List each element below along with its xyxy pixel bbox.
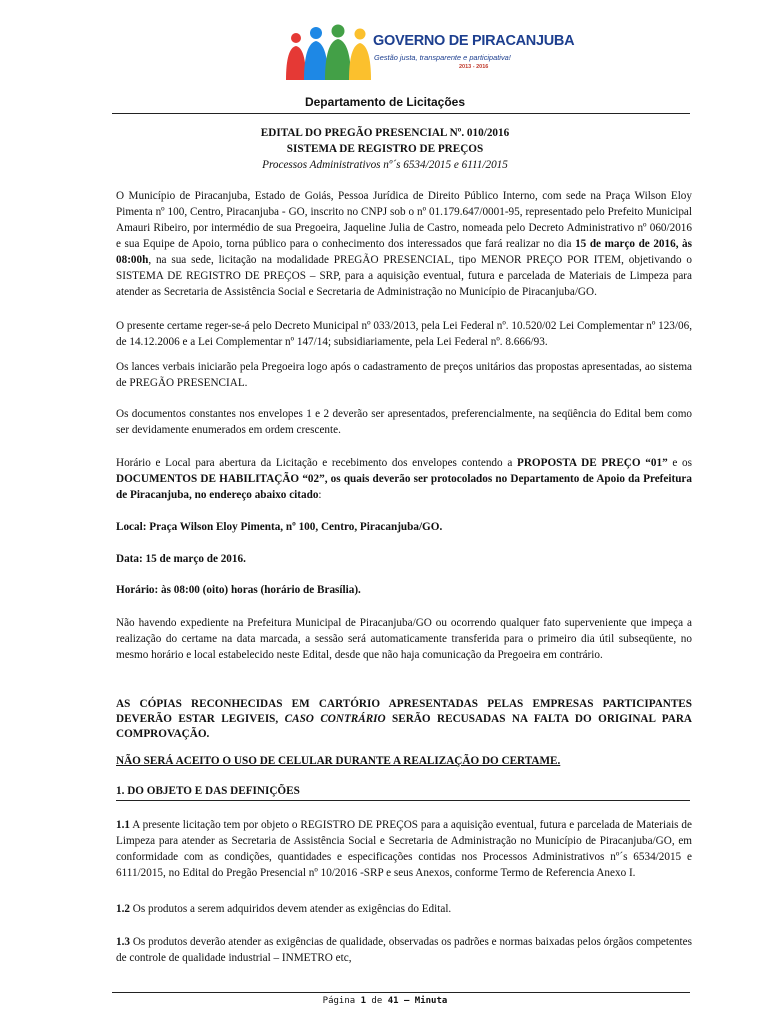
department-title: Departamento de Licitações [304,95,466,109]
lances-text: Os lances verbais iniciarão pela Pregoeira logo após o cadastramento de preços unitários das propostas apresentadas, ao sistema de PREGÃO PRESENCIAL. [116,361,692,389]
celular-warning: NÃO SERÁ ACEITO O USO DE CELULAR DURANTE A REALIZAÇÃO DO CERTAME. [116,755,561,767]
intro-paragraph [116,188,692,300]
expediente-text: Não havendo expediente na Prefeitura Municipal de Piracanjuba/GO ou ocorrendo qualquer fato superveniente que impeça a realização do certame na data marcada, a sessão será automaticamente transferida para o primeiro dia útil subseqüente, no mesmo horário e local estabelecido neste Edital, desde que não haja comunicação da Pregoeira em contrário. [116,617,692,661]
item-1-1 [116,817,692,881]
proposta-bold: PROPOSTA DE PREÇO “01” [517,457,668,469]
section-1-heading: 1. DO OBJETO E DAS DEFINIÇÕES [116,785,300,797]
intro-date: 15 de março de 2016, às 08:00h [116,238,692,266]
footer-divider [112,992,690,993]
local-line: Local: Praça Wilson Eloy Pimenta, nº 100, Centro, Piracanjuba/GO. [116,521,443,533]
page-total: 41 [387,996,399,1006]
copias-paragraph [116,697,692,742]
item-text: Os produtos a serem adquiridos devem atender as exigências do Edital. [129,903,452,915]
copias-italic: CASO CONTRÁRIO [284,713,386,725]
horario-line: Horário: às 08:00 (oito) horas (horário de Brasília). [116,584,361,596]
srp-title: SISTEMA DE REGISTRO DE PREÇOS [286,143,484,155]
expediente-paragraph [116,615,692,663]
intro-text-2: , na sua sede, licitação na modalidade PREGÃO PRESENCIAL, tipo MENOR PREÇO POR ITEM, objetivando o SISTEMA DE REGISTRO DE PREÇOS – SRP, para a aquisição eventual, futura e parcelada de Materiais de Limpeza para atender as Secretaria de Assistência Social e Secretaria de Administração no Município de Piracanjuba/GO. [116,254,692,298]
documentos-bold: DOCUMENTOS DE HABILITAÇÃO “02”, os quais deverão ser protocolados no Departamento de Apoio da Prefeitura de Piracanjuba, no endereço abaixo citado [116,473,692,501]
page-footer [0,996,770,1006]
footer-suffix: – Minuta [398,996,448,1006]
documents-paragraph [116,406,692,438]
documents-text: Os documentos constantes nos envelopes 1 e 2 deverão ser apresentados, preferencialmente, na seqüência do Edital bem como ser devidamente enumerados em ordem crescente. [116,408,692,436]
horario-text-2: e os [667,457,692,469]
horario-text-3: : [318,489,322,501]
header-divider [112,113,690,114]
item-number: 1.1 [116,819,130,831]
intro-text-1: O Município de Piracanjuba, Estado de Goiás, Pessoa Jurídica de Direito Público Interno, com sede na Praça Wilson Eloy Pimenta nº 100, Centro, Piracanjuba - GO, inscrito no CNPJ sob o nº 01.179.647/0001-95, representado pelo Prefeito Municipal Amauri Ribeiro, por intermédio de sua Pregoeira, Jaqueline Julia de Castro, nomeada pelo Decreto Administrativo nº 060/2016 e sua Equipe de Apoio, torna público para o conhecimento dos interessados que fará realizar no dia [116,190,692,250]
edital-title: EDITAL DO PREGÃO PRESENCIAL Nº. 010/2016 [260,127,510,139]
footer-mid: de [366,996,388,1006]
item-number: 1.3 [116,936,130,948]
processos-line: Processos Administrativos nº´s 6534/2015 e 6111/2015 [262,159,508,171]
legal-text: O presente certame reger-se-á pelo Decreto Municipal nº 033/2013, pela Lei Federal nº. 10.520/02 Lei Complementar nº 123/06, de 14.12.2006 e a Lei Complementar nº 147/14; subsidiariamente, pela Lei Federal nº. 8.666/93. [116,320,692,348]
logo-title: GOVERNO DE PIRACANJUBA [373,33,575,49]
item-1-2 [116,901,692,917]
logo-subtitle: Gestão justa, transparente e participativa! [374,53,511,62]
horario-text-1: Horário e Local para abertura da Licitação e recebimento dos envelopes contendo a [116,457,517,469]
section-divider [116,800,690,801]
lances-paragraph [116,359,692,391]
horario-paragraph [116,455,692,503]
copias-text-1: AS CÓPIAS RECONHECIDAS EM CARTÓRIO APRESENTADAS PELAS EMPRESAS PARTICIPANTES DEVERÃO ESTAR LEGIVEIS, [116,698,692,725]
copias-text-2: SERÃO RECUSADAS NA FALTA DO ORIGINAL PARA COMPROVAÇÃO. [116,713,693,740]
page-number: 1 [360,996,367,1006]
item-text: Os produtos deverão atender as exigências de qualidade, observadas os padrões e normas baixadas pelos órgãos competentes de controle de qualidade industrial – INMETRO etc, [116,936,692,964]
item-number: 1.2 [116,903,130,915]
logo-years: 2013 - 2016 [459,64,489,70]
data-line: Data: 15 de março de 2016. [116,553,246,565]
footer-prefix: Página [322,996,361,1006]
item-text: A presente licitação tem por objeto o REGISTRO DE PREÇOS para a aquisição eventual, futura e parcelada de Materiais de Limpeza para atender as Secretaria de Assistência Social e Secretaria de Administração no Município de Piracanjuba/GO, em conformidade com as condições, quantidades e especificações contidas nos Processos Administrativos nº´s 6534/2015 e 6111/2015, no Edital do Pregão Presencial nº 10/2016 -SRP e seus Anexos, conforme Termo de Referencia Anexo I. [116,819,692,879]
item-1-3 [116,934,692,966]
legal-paragraph [116,318,692,350]
